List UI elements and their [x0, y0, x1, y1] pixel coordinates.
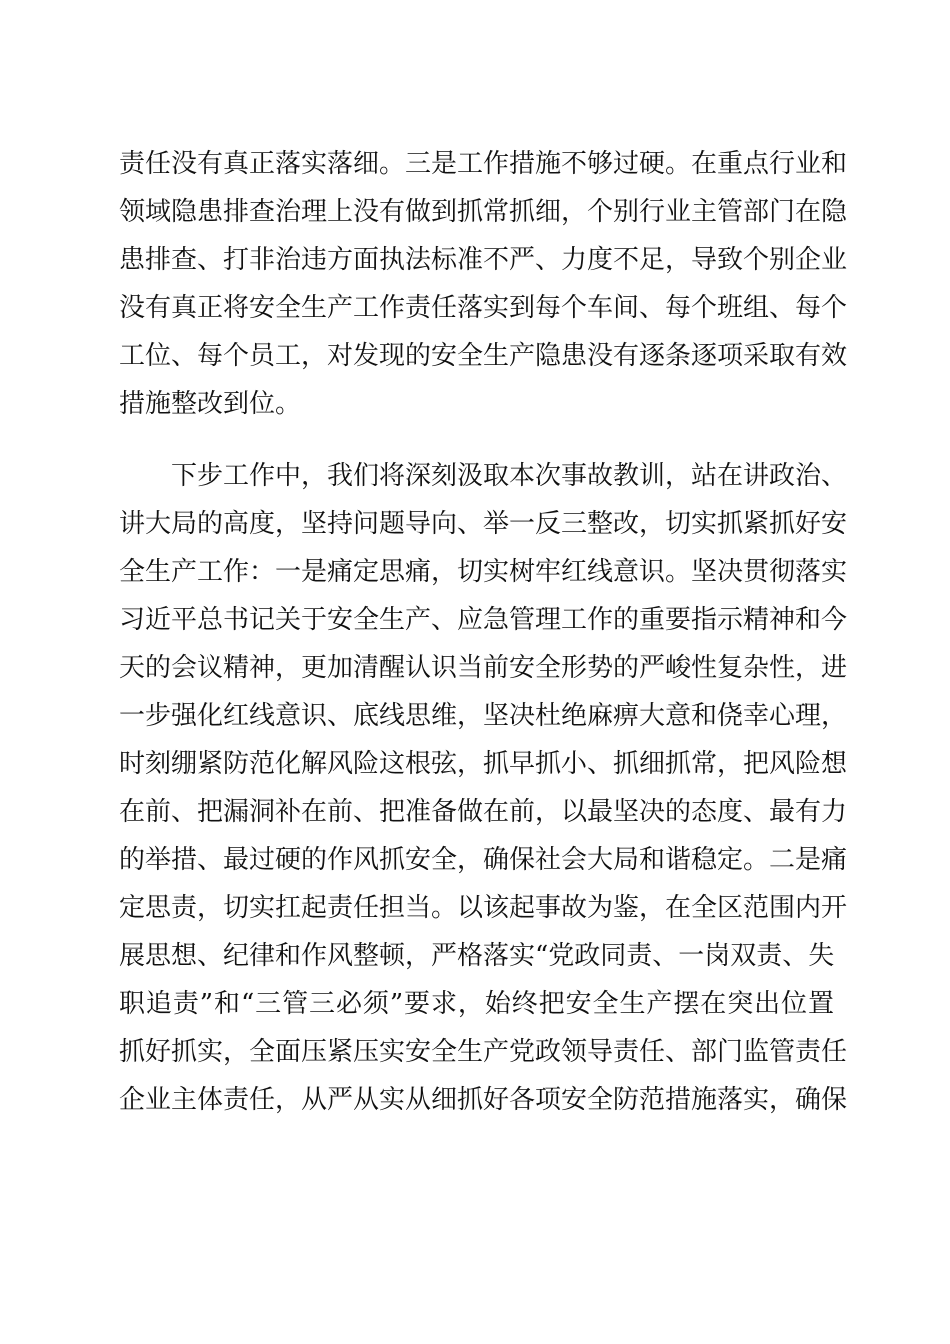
- text-line: 时刻绷紧防范化解风险这根弦，抓早抓小、抓细抓常，把风险想: [119, 749, 848, 779]
- text-line: 领域隐患排查治理上没有做到抓常抓细，个别行业主管部门在隐: [119, 197, 848, 227]
- text-line: 患排查、打非治违方面执法标准不严、力度不足，导致个别企业: [119, 245, 848, 275]
- text-line: 抓好抓实，全面压紧压实安全生产党政领导责任、部门监管责任: [119, 1037, 848, 1067]
- text-line: 措施整改到位。: [119, 389, 302, 419]
- paragraph-first-line: 下步工作中，我们将深刻汲取本次事故教训，站在讲政治、: [171, 461, 848, 491]
- text-line: 在前、把漏洞补在前、把准备做在前，以最坚决的态度、最有力: [119, 797, 848, 827]
- text-line: 责任没有真正落实落细。三是工作措施不够过硬。在重点行业和: [119, 149, 848, 179]
- text-line: 没有真正将安全生产工作责任落实到每个车间、每个班组、每个: [119, 293, 848, 323]
- text-line: 的举措、最过硬的作风抓安全，确保社会大局和谐稳定。二是痛: [119, 845, 848, 875]
- text-line: 企业主体责任，从严从实从细抓好各项安全防范措施落实，确保: [119, 1085, 848, 1115]
- text-line: 展思想、纪律和作风整顿，严格落实“党政同责、一岗双责、失: [119, 941, 835, 971]
- text-line: 全生产工作：一是痛定思痛，切实树牢红线意识。坚决贯彻落实: [119, 557, 848, 587]
- text-line: 定思责，切实扛起责任担当。以该起事故为鉴，在全区范围内开: [119, 893, 848, 923]
- text-line: 工位、每个员工，对发现的安全生产隐患没有逐条逐项采取有效: [119, 341, 848, 371]
- text-line: 天的会议精神，更加清醒认识当前安全形势的严峻性复杂性，进: [119, 653, 848, 683]
- text-line: 习近平总书记关于安全生产、应急管理工作的重要指示精神和今: [119, 605, 848, 635]
- text-line: 职追责”和“三管三必须”要求，始终把安全生产摆在突出位置: [119, 989, 834, 1019]
- text-line: 讲大局的高度，坚持问题导向、举一反三整改，切实抓紧抓好安: [119, 509, 848, 539]
- text-line: 一步强化红线意识、底线思维，坚决杜绝麻痹大意和侥幸心理，: [119, 701, 848, 731]
